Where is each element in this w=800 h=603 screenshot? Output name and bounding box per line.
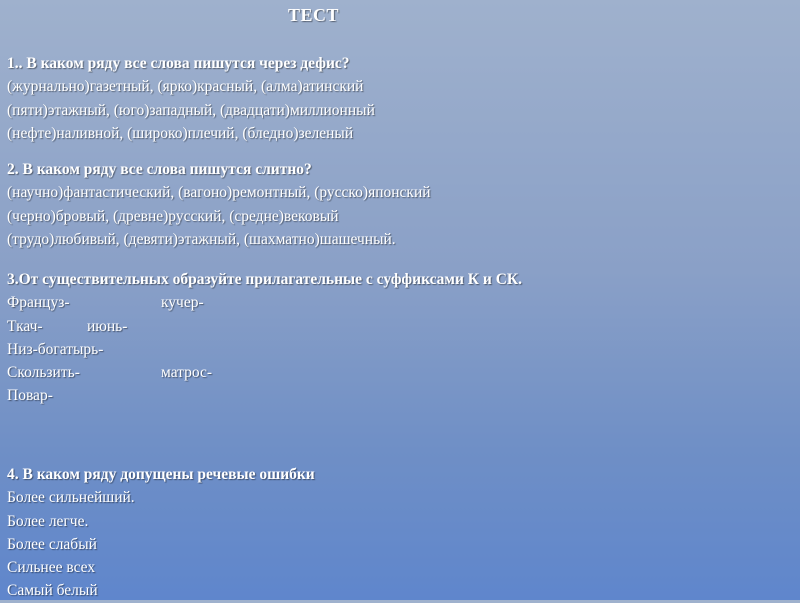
- question-1-option: (журнально)газетный, (ярко)красный, (алма)атинский: [7, 78, 364, 96]
- question-2-option: (трудо)любивый, (девяти)этажный, (шахматно)шашечный.: [7, 230, 396, 248]
- question-4: [7, 463, 315, 603]
- word-item: Француз-: [7, 294, 70, 312]
- word-pair-row: [7, 338, 522, 361]
- word-item: Скользить-: [7, 364, 80, 382]
- question-1-option: (пяти)этажный, (юго)западный, (двадцати)миллионный: [7, 101, 375, 119]
- question-2-option: (научно)фантастический, (вагоно)ремонтный, (русско)японский: [7, 184, 431, 202]
- question-1-option: (нефте)наливной, (широко)плечий, (бледно)зеленый: [7, 124, 354, 142]
- word-item: кучер-: [161, 294, 204, 312]
- word-item: Повар-: [7, 387, 53, 405]
- question-4-option: Сильнее всех: [7, 559, 96, 577]
- word-pair-row: [7, 384, 522, 407]
- question-3-heading: 3.От существительных образуйте прилагательные с суффиксами К и СК.: [7, 271, 523, 288]
- question-4-option: Более легче.: [7, 512, 89, 530]
- question-2-heading: 2. В каком ряду все слова пишутся слитно?: [7, 161, 312, 178]
- question-4-heading: 4. В каком ряду допущены речевые ошибки: [7, 466, 315, 483]
- question-4-option: Более слабый: [7, 535, 97, 553]
- word-item: Низ-богатырь-: [7, 340, 104, 358]
- question-2-option: (черно)бровый, (древне)русский, (средне)вековый: [7, 207, 339, 225]
- question-4-option: Более сильнейший.: [7, 489, 135, 507]
- question-4-option: Самый белый: [7, 582, 98, 600]
- word-pair-row: [7, 361, 522, 384]
- question-3: [7, 268, 522, 408]
- word-item: Ткач-: [7, 317, 43, 335]
- word-item: июнь-: [87, 317, 128, 335]
- question-2: [7, 158, 431, 251]
- slide-title: ТЕСТ: [288, 5, 340, 25]
- question-1-heading: 1.. В каком ряду все слова пишутся через дефис?: [7, 55, 350, 72]
- question-1: [7, 52, 375, 145]
- word-item: матрос-: [161, 364, 213, 382]
- word-pair-row: [7, 315, 522, 338]
- word-pair-row: [7, 291, 522, 314]
